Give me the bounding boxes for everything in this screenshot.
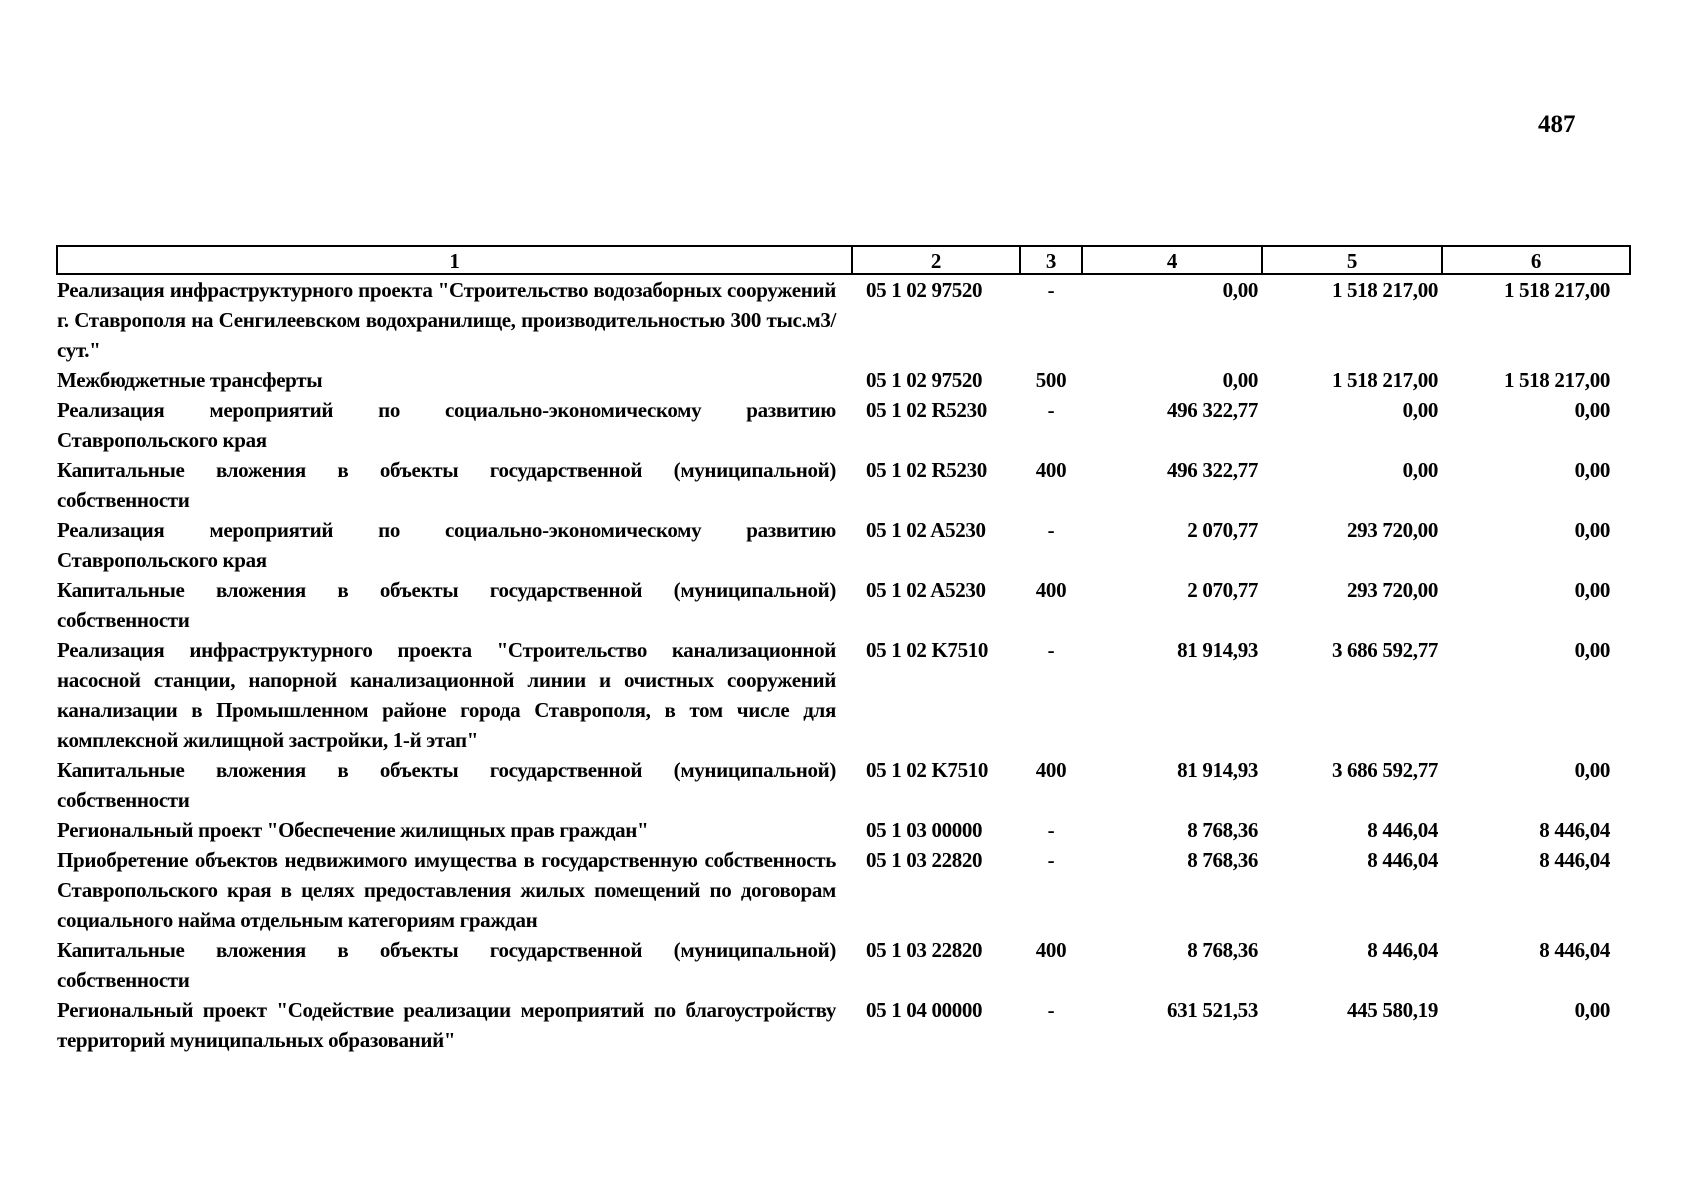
row-type: 500 — [1035, 368, 1067, 392]
table-row — [57, 935, 1630, 995]
column-header-1: 1 — [57, 246, 852, 274]
row-type: 400 — [1035, 938, 1067, 962]
row-value-5: 8 446,04 — [1367, 818, 1438, 842]
row-value-5: 1 518 217,00 — [1331, 368, 1438, 392]
row-name: Капитальные вложения в объекты государственной (муниципальной) собственности — [57, 938, 836, 992]
row-value-4: 496 322,77 — [1166, 398, 1258, 422]
row-value-5: 445 580,19 — [1346, 998, 1438, 1022]
row-code: 05 1 02 97520 — [866, 278, 983, 302]
row-value-6: 1 518 217,00 — [1503, 278, 1610, 302]
row-value-4: 2 070,77 — [1187, 518, 1258, 542]
row-code: 05 1 02 R5230 — [866, 458, 987, 482]
row-value-6: 0,00 — [1574, 578, 1610, 602]
row-value-4: 8 768,36 — [1187, 818, 1258, 842]
row-name: Реализация инфраструктурного проекта "Строительство водозаборных сооружений г. Ставрополя на Сенгилеевском водохранилище, производительностью 300 тыс.м3/сут." — [57, 278, 836, 362]
row-value-4: 0,00 — [1222, 368, 1258, 392]
row-value-6: 8 446,04 — [1539, 818, 1610, 842]
column-header-6: 6 — [1442, 246, 1630, 274]
table-header — [57, 246, 1630, 274]
row-value-5: 293 720,00 — [1346, 518, 1438, 542]
table-row — [57, 395, 1630, 455]
row-code: 05 1 02 A5230 — [866, 578, 986, 602]
row-name: Реализация мероприятий по социально-экономическому развитию Ставропольского края — [57, 518, 836, 572]
row-code: 05 1 02 A5230 — [866, 518, 986, 542]
row-value-4: 496 322,77 — [1166, 458, 1258, 482]
row-value-4: 631 521,53 — [1166, 998, 1258, 1022]
row-name: Реализация мероприятий по социально-экономическому развитию Ставропольского края — [57, 398, 836, 452]
row-value-4: 81 914,93 — [1177, 758, 1258, 782]
header-row — [57, 246, 1630, 274]
table-row — [57, 515, 1630, 575]
row-value-6: 0,00 — [1574, 998, 1610, 1022]
column-header-3: 3 — [1020, 246, 1082, 274]
row-value-5: 293 720,00 — [1346, 578, 1438, 602]
row-value-5: 8 446,04 — [1367, 848, 1438, 872]
row-code: 05 1 02 97520 — [866, 368, 983, 392]
budget-table — [56, 245, 1631, 1055]
row-value-5: 3 686 592,77 — [1331, 638, 1438, 662]
row-value-4: 81 914,93 — [1177, 638, 1258, 662]
row-name: Приобретение объектов недвижимого имущества в государственную собственность Ставропольского края в целях предоставления жилых помещений по договорам социального найма отдельным категориям граждан — [57, 848, 836, 932]
row-value-4: 2 070,77 — [1187, 578, 1258, 602]
row-type: 400 — [1035, 458, 1067, 482]
row-value-5: 1 518 217,00 — [1331, 278, 1438, 302]
row-type: 400 — [1035, 578, 1067, 602]
row-value-4: 8 768,36 — [1187, 938, 1258, 962]
row-type: - — [1047, 818, 1055, 842]
row-name: Региональный проект "Содействие реализации мероприятий по благоустройству территорий муниципальных образований" — [57, 998, 836, 1052]
row-name: Реализация инфраструктурного проекта "Строительство канализационной насосной станции, напорной канализационной линии и очистных сооружений канализации в Промышленном районе города Ставрополя, в том числе для комплексной жилищной застройки, 1-й этап" — [57, 638, 836, 752]
table-row — [57, 455, 1630, 515]
row-value-6: 0,00 — [1574, 638, 1610, 662]
row-code: 05 1 02 R5230 — [866, 398, 987, 422]
row-type: - — [1047, 638, 1055, 662]
row-value-5: 3 686 592,77 — [1331, 758, 1438, 782]
row-type: - — [1047, 518, 1055, 542]
row-code: 05 1 03 22820 — [866, 848, 983, 872]
row-code: 05 1 03 22820 — [866, 938, 983, 962]
row-name: Региональный проект "Обеспечение жилищных прав граждан" — [57, 818, 649, 842]
row-name: Капитальные вложения в объекты государственной (муниципальной) собственности — [57, 758, 836, 812]
row-value-6: 8 446,04 — [1539, 938, 1610, 962]
row-code: 05 1 02 K7510 — [866, 638, 989, 662]
row-value-6: 0,00 — [1574, 758, 1610, 782]
row-value-6: 8 446,04 — [1539, 848, 1610, 872]
row-value-4: 0,00 — [1222, 278, 1258, 302]
table-row — [57, 845, 1630, 935]
row-name: Капитальные вложения в объекты государственной (муниципальной) собственности — [57, 458, 836, 512]
column-header-4: 4 — [1082, 246, 1262, 274]
row-value-5: 0,00 — [1402, 398, 1438, 422]
table-row — [57, 995, 1630, 1055]
row-code: 05 1 03 00000 — [866, 818, 983, 842]
page-number: 487 — [1538, 111, 1576, 138]
row-value-6: 0,00 — [1574, 458, 1610, 482]
row-value-5: 0,00 — [1402, 458, 1438, 482]
table-row — [57, 635, 1630, 755]
row-value-6: 1 518 217,00 — [1503, 368, 1610, 392]
row-code: 05 1 02 K7510 — [866, 758, 989, 782]
row-name: Капитальные вложения в объекты государственной (муниципальной) собственности — [57, 578, 836, 632]
table-row — [57, 365, 1630, 395]
row-value-6: 0,00 — [1574, 398, 1610, 422]
row-type: - — [1047, 398, 1055, 422]
row-name: Межбюджетные трансферты — [57, 368, 323, 392]
column-header-5: 5 — [1262, 246, 1442, 274]
row-value-6: 0,00 — [1574, 518, 1610, 542]
column-header-2: 2 — [852, 246, 1020, 274]
row-type: 400 — [1035, 758, 1067, 782]
row-type: - — [1047, 848, 1055, 872]
table-row — [57, 274, 1630, 365]
table-row — [57, 755, 1630, 815]
table-row — [57, 575, 1630, 635]
row-type: - — [1047, 998, 1055, 1022]
row-type: - — [1047, 278, 1055, 302]
row-value-4: 8 768,36 — [1187, 848, 1258, 872]
table-body — [57, 274, 1630, 1055]
table-row — [57, 815, 1630, 845]
row-code: 05 1 04 00000 — [866, 998, 983, 1022]
row-value-5: 8 446,04 — [1367, 938, 1438, 962]
